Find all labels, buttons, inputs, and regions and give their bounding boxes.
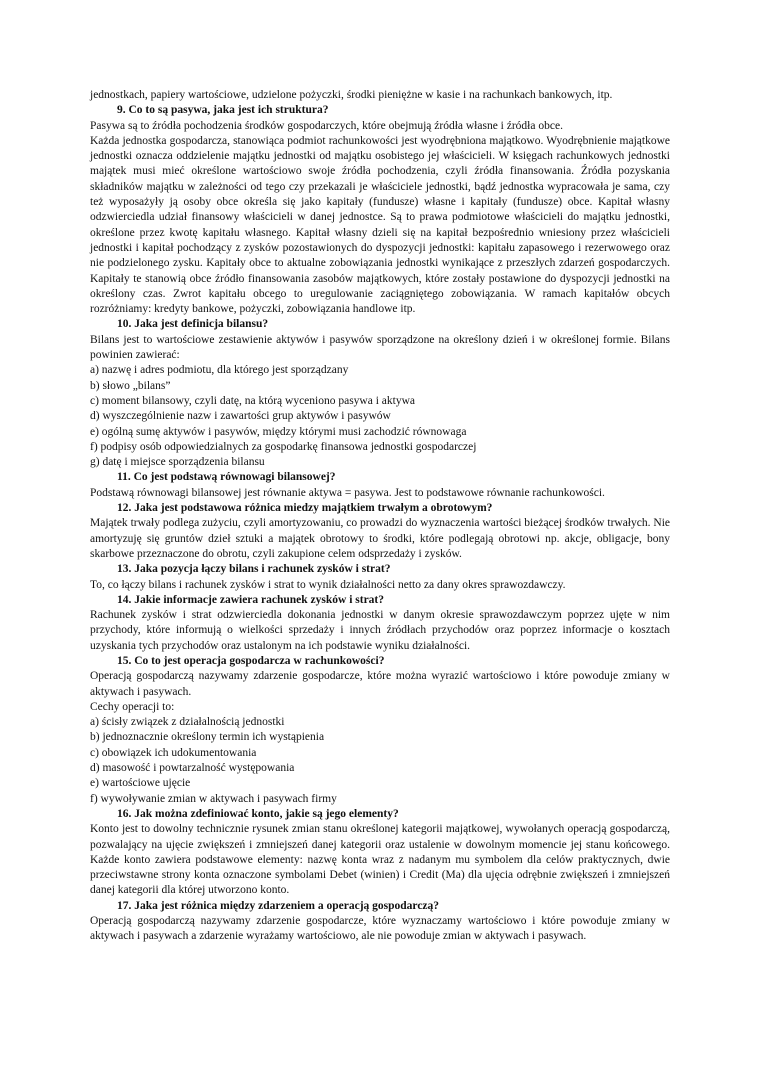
list-item: Cechy operacji to: xyxy=(90,700,175,713)
document-page xyxy=(90,88,670,945)
list-item: f) podpisy osób odpowiedzialnych za gospodarkę finansowa jednostki gospodarczej xyxy=(90,440,477,453)
question-heading: 15. Co to jest operacja gospodarcza w rachunkowości? xyxy=(117,654,385,667)
list-item: f) wywoływanie zmian w aktywach i pasywach firmy xyxy=(90,792,337,805)
paragraph: Podstawą równowagi bilansowej jest równanie aktywa = pasywa. Jest to podstawowe równanie rachunkowości. xyxy=(90,486,605,499)
paragraph: Konto jest to dowolny technicznie rysunek zmian stanu określonej kategorii majątkowej, wywołanych operacją gospodarczą, pozwalający na ujęcie zwiększeń i zmniejszeń danej kategorii oraz ustalenie w dowolnym momencie jej stanu końcowego. Każde konto zawiera podstawowe elementy: nazwę konta wraz z nadanym mu symbolem dla celów praktycznych, dwie przeciwstawne strony konta oznaczone symbolami Debet (winien) i Credit (Ma) dla ujęcia odrębnie zwiększeń i zmniejszeń danej kategorii dla której utworzono konto. xyxy=(90,823,670,897)
paragraph: Bilans jest to wartościowe zestawienie aktywów i pasywów sporządzone na określony dzień i w określonej formie. Bilans powinien zawierać: xyxy=(90,333,670,362)
paragraph: Operacją gospodarczą nazywamy zdarzenie gospodarcze, które wyznaczamy wartościowo i które powoduje zmiany w aktywach i pasywach a zdarzenie wyrażamy wartościowo, ale nie powoduje zmian w aktywach i pasywach. xyxy=(90,915,670,943)
question-heading: 14. Jakie informacje zawiera rachunek zysków i strat? xyxy=(117,593,385,606)
question-heading: 10. Jaka jest definicja bilansu? xyxy=(117,318,269,331)
list-item: e) wartościowe ujęcie xyxy=(90,777,191,790)
list-item: b) jednoznacznie określony termin ich wystąpienia xyxy=(90,731,325,744)
question-heading: 16. Jak można zdefiniować konto, jakie są jego elementy? xyxy=(117,807,399,820)
list-item: d) wyszczególnienie nazw i zawartości grup aktywów i pasywów xyxy=(90,410,391,423)
question-heading: 17. Jaka jest różnica między zdarzeniem a operacją gospodarczą? xyxy=(117,899,440,912)
list-item: c) moment bilansowy, czyli datę, na którą wyceniono pasywa i aktywa xyxy=(90,394,415,407)
paragraph: Operacją gospodarczą nazywamy zdarzenie gospodarcze, które można wyrazić wartościowo i które powoduje zmiany w aktywach i pasywach. xyxy=(90,670,670,698)
paragraph: jednostkach, papiery wartościowe, udzielone pożyczki, środki pieniężne w kasie i na rachunkach bankowych, itp. xyxy=(90,89,613,101)
paragraph: Pasywa są to źródła pochodzenia środków gospodarczych, które obejmują źródła własne i źródła obce. xyxy=(90,119,563,132)
list-item: b) słowo „bilans” xyxy=(90,379,171,392)
question-heading: 11. Co jest podstawą równowagi bilansowej? xyxy=(117,471,336,484)
question-heading: 12. Jaka jest podstawowa różnica miedzy majątkiem trwałym a obrotowym? xyxy=(117,502,493,515)
list-item: d) masowość i powtarzalność występowania xyxy=(90,762,295,775)
paragraph: Rachunek zysków i strat odzwierciedla dokonania jednostki w danym okresie sprawozdawczym poprzez ujęte w nim przychody, które informują o wielkości sprzedaży i innych źródłach przychodów oraz poprzez informacje o kosztach uzyskania tych przychodów oraz ustalonym na ich podstawie wyniku działalności. xyxy=(90,609,670,652)
list-item: g) datę i miejsce sporządzenia bilansu xyxy=(90,456,265,469)
question-heading: 9. Co to są pasywa, jaka jest ich struktura? xyxy=(117,104,329,117)
paragraph: Majątek trwały podlega zużyciu, czyli amortyzowaniu, co prowadzi do wyznaczenia wartości bieżącej środków trwałych. Nie amortyzuję się gruntów dzieł sztuki a majątek obrotowy to środki, które podlegają obrotowi np. akcje, obligacje, bony skarbowe przeznaczone do obrotu, czyli zakupione celem odsprzedaży i zysków. xyxy=(90,517,670,560)
list-item: e) ogólną sumę aktywów i pasywów, między którymi musi zachodzić równowaga xyxy=(90,425,467,438)
paragraph: Każda jednostka gospodarcza, stanowiąca podmiot rachunkowości jest wyodrębniona majątkowo. Wyodrębnienie majątkowe jednostki oznacza oddzielenie majątku jednostki od majątku osobistego jej właścicieli. W księgach rachunkowych jednostki majątek musi mieć określone wartościowo swoje źródła pochodzenia, czyli źródła finansowania. Źródła pozyskania składników majątku w zależności od tego czy przekazali je właściciele jednostki, bądź jednostka wypracowała je sama, czy też wyposażyły ją osoby obce określa się jako kapitały (fundusze) własne i kapitały (fundusze) obce. Kapitał własny odzwierciedla udział finansowy właścicieli w danej jednostce. Są to prawa podmiotowe właścicieli do majątku jednostki, określone przez kwotę kapitału własnego. Kapitał własny dzieli się na kapitał bezpośrednio wniesiony przez właścicieli jednostki i kapitał pochodzący z zysków pozostawionych do dyspozycji jednostki: kapitału zapasowego i rezerwowego oraz nie podzielonego zysku. Kapitały obce to aktualne zobowiązania jednostki wynikające z przeszłych zdarzeń gospodarczych. Kapitały te stanowią obce źródło finansowania zasobów majątkowych, które zostały postawione do dyspozycji jednostki na określony czas. Zwrot kapitału obcego to uregulowanie zaciągniętego zobowiązania. W ramach kapitałów obcych rozróżniamy: kredyty bankowe, pożyczki, zobowiązania handlowe itp. xyxy=(90,134,670,316)
question-heading: 13. Jaka pozycja łączy bilans i rachunek zysków i strat? xyxy=(117,563,391,576)
list-item: a) ścisły związek z działalnością jednostki xyxy=(90,716,285,729)
list-item: c) obowiązek ich udokumentowania xyxy=(90,746,257,759)
paragraph: To, co łączy bilans i rachunek zysków i strat to wynik działalności netto za dany okres sprawozdawczy. xyxy=(90,578,566,591)
list-item: a) nazwę i adres podmiotu, dla którego jest sporządzany xyxy=(90,364,349,377)
